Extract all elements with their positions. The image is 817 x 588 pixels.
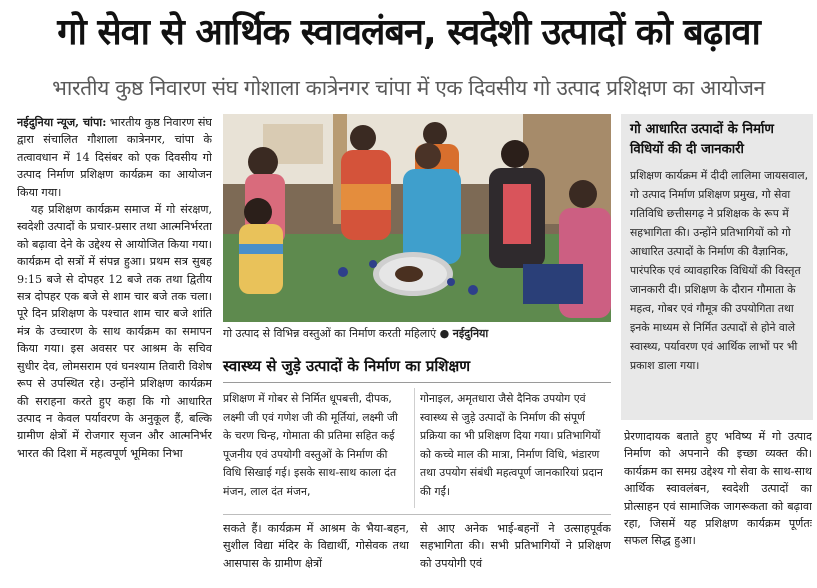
photo-caption xyxy=(223,325,611,343)
continuation-divider xyxy=(223,514,611,515)
section-column-left: प्रशिक्षण में गोबर से निर्मित धूपबत्ती, दीपक, लक्ष्मी जी एवं गणेश जी की मूर्तियां, लक्ष्मी जी के चरण चिन्ह, गोमाता की प्रतिमा सहित कई पूजनीय एवं उपयोगी वस्तुओं के निर्माण की विधि सिखाई गई। इसके साथ-साथ काला दंत मंजन, लाल दंत मंजन, xyxy=(223,392,398,498)
continuation-left: सकते हैं। कार्यक्रम में आश्रम के भैया-बहन, सुशील विद्या मंदिर के विद्यार्थी, गोसेवक तथा आसपास के ग्रामीण क्षेत्रों xyxy=(223,522,409,570)
continuation-right: से आए अनेक भाई-बहनों ने उत्साहपूर्वक सहभागिता की। सभी प्रतिभागियों ने प्रशिक्षण को उपयोगी एवं xyxy=(420,522,611,570)
section-divider xyxy=(223,382,611,383)
closing-column: प्रेरणादायक बताते हुए भविष्य में गो उत्पाद निर्माण को अपनाने की इच्छा व्यक्त की। कार्यक्रम का समग्र उद्देश्य गो सेवा के साथ-साथ आर्थिक स्वावलंबन, स्वदेशी उत्पादों का प्रोत्साहन एवं सामाजिक जागरूकता को बढ़ावा रहा, जिसमें यह प्रशिक्षण कार्यक्रम पूर्णतः सफल सिद्ध हुआ। xyxy=(624,430,812,548)
photo-credit: नईदुनिया xyxy=(452,327,489,340)
headline: गो सेवा से आर्थिक स्वावलंबन, स्वदेशी उत्पादों को बढ़ावा xyxy=(57,12,760,53)
subheadline: भारतीय कुष्ठ निवारण संघ गोशाला कात्रेनगर चांपा में एक दिवसीय गो उत्पाद प्रशिक्षण का आयोजन xyxy=(52,76,765,100)
paragraph-body: यह प्रशिक्षण कार्यक्रम समाज में गो संरक्षण, स्वदेशी उत्पादों के प्रचार-प्रसार तथा आत्मनिर्भरता को बढ़ावा देने के उद्देश्य से आयोजित किया गया। कार्यक्रम दो सत्रों में संपन्न हुआ। प्रथम सत्र सुबह 9:15 बजे से दोपहर 12 बजे तक तथा द्वितीय सत्र दोपहर एक बजे से शाम चार बजे तक चला। पूरे दिन प्रशिक्षण के पश्चात शाम चार बजे शांति मंत्र के उच्चारण के साथ कार्यक्रम का समापन किया गया। इस अवसर पर आश्रम के सचिव सुधीर देव, लोमसराम एवं घनश्याम तिवारी विशेष रूप से उपस्थित रहे। उन्होंने प्रशिक्षण कार्यक्रम की सराहना करते हुए कहा कि गो आधारित उत्पाद न केवल पर्यावरण के अनुकूल हैं, बल्कि ग्रामीण क्षेत्रों में रोजगार सृजन और आत्मनिर्भर भारत की दिशा में महत्वपूर्ण भूमिका निभा xyxy=(17,203,212,460)
caption-text: गो उत्पाद से विभिन्न वस्तुओं का निर्माण करती महिलाएं xyxy=(223,327,437,340)
dateline: नईदुनिया न्यूज, चांपा: xyxy=(17,115,107,129)
article-column-1 xyxy=(17,114,212,588)
intro-text: भारतीय कुष्ठ निवारण संघ द्वारा संचालित गौशाला कात्रेनगर, चांपा के तत्वावधान में 14 दिसंबर को एक दिवसीय गो उत्पाद निर्माण प्रशिक्षण कार्यक्रम का आयोजन किया गया। xyxy=(17,116,212,199)
sidebar-body: प्रशिक्षण कार्यक्रम में दीदी लालिमा जायसवाल, गो उत्पाद निर्माण प्रशिक्षण प्रमुख, गो सेवा गतिविधि छत्तीसगढ़ ने प्रशिक्षक के रूप में सहभागिता की। उन्होंने प्रतिभागियों को गो आधारित उत्पादों के निर्माण की वैज्ञानिक, पारंपरिक एवं व्यावहारिक विधियों की विस्तृत जानकारी दी। प्रशिक्षण के दौरान गौमाता के महत्व, गोबर एवं गौमूत्र की उपयोगिता तथा इनके माध्यम से निर्मित उत्पादों से होने वाले स्वास्थ्य, पर्यावरण एवं आर्थिक लाभों पर भी प्रकाश डाला गया। xyxy=(630,169,808,372)
news-photo xyxy=(223,114,611,322)
women-making-cow-products-photo xyxy=(223,114,611,322)
section-column-right: गोनाइल, अमृतधारा जैसे दैनिक उपयोग एवं स्वास्थ्य से जुड़े उत्पादों के निर्माण की संपूर्ण प्रक्रिया का भी प्रशिक्षण दिया गया। प्रतिभागियों को कच्चे माल की मात्रा, निर्माण विधि, भंडारण तथा उपयोग संबंधी महत्वपूर्ण जानकारियां प्रदान की गईं। xyxy=(420,392,603,498)
bullet-icon: ● xyxy=(439,327,450,340)
paragraph-intro xyxy=(17,114,212,201)
column-divider xyxy=(414,388,415,508)
sidebar-title: गो आधारित उत्पादों के निर्माण विधियों की दी जानकारी xyxy=(630,122,774,157)
section-heading: स्वास्थ्य से जुड़े उत्पादों के निर्माण का प्रशिक्षण xyxy=(223,357,471,375)
